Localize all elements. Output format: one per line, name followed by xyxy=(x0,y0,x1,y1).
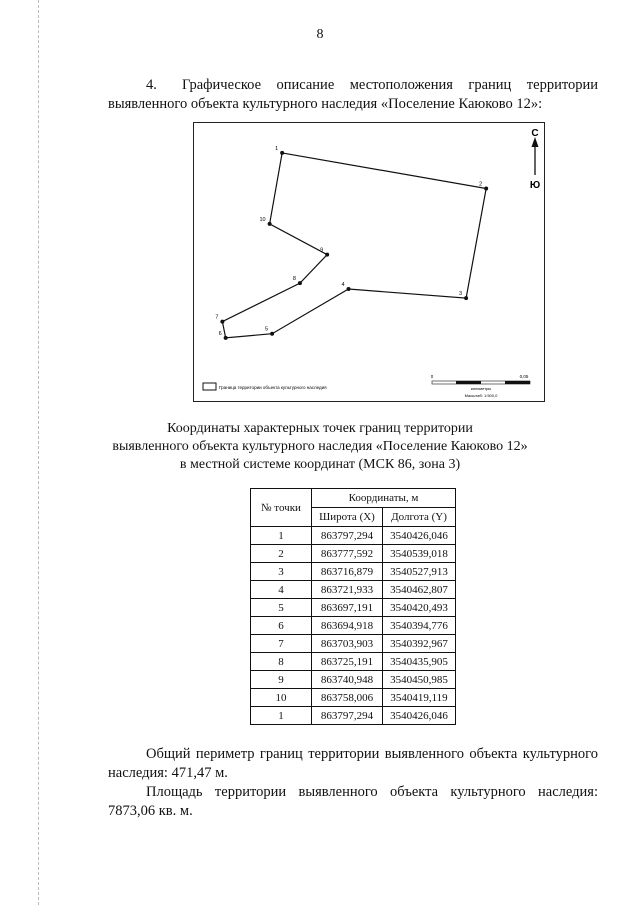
point-number-cell: 3 xyxy=(251,563,312,581)
latitude-cell: 863758,006 xyxy=(312,689,383,707)
latitude-cell: 863694,918 xyxy=(312,617,383,635)
boundary-point xyxy=(268,222,272,226)
boundary-point-label: 1 xyxy=(275,145,279,152)
latitude-cell: 863697,191 xyxy=(312,599,383,617)
boundary-point-label: 10 xyxy=(259,216,266,223)
boundary-point-label: 8 xyxy=(292,276,296,283)
header-point-number: № точки xyxy=(251,489,312,527)
legend-text: Граница территории объекта культурного наследия xyxy=(219,385,327,390)
scale-ratio: Масштаб: 1:500,0 xyxy=(464,393,498,398)
point-number-cell: 7 xyxy=(251,635,312,653)
boundary-point-label: 9 xyxy=(320,247,324,254)
table-row xyxy=(251,617,456,635)
boundary-outline xyxy=(222,153,486,338)
boundary-point xyxy=(298,281,302,285)
table-row xyxy=(251,635,456,653)
point-number-cell: 10 xyxy=(251,689,312,707)
longitude-cell: 3540539,018 xyxy=(383,545,456,563)
perimeter-text: Общий периметр границ территории выявленного объекта культурного наследия: 471,47 м. xyxy=(108,746,598,781)
boundary-point xyxy=(224,336,228,340)
coordinates-table xyxy=(250,488,456,725)
point-number-cell: 6 xyxy=(251,617,312,635)
table-row xyxy=(251,563,456,581)
header-longitude: Долгота (Y) xyxy=(383,508,456,527)
caption-line-3: в местной системе координат (МСК 86, зона 3) xyxy=(179,457,461,472)
point-number-cell: 8 xyxy=(251,653,312,671)
boundary-map xyxy=(193,122,545,402)
longitude-cell: 3540394,776 xyxy=(383,617,456,635)
longitude-cell: 3540435,905 xyxy=(383,653,456,671)
boundary-point-label: 4 xyxy=(341,282,345,289)
point-number-cell: 5 xyxy=(251,599,312,617)
boundary-point-label: 7 xyxy=(215,314,219,321)
boundary-map-canvas xyxy=(194,123,544,401)
point-number-cell: 4 xyxy=(251,581,312,599)
table-row xyxy=(251,581,456,599)
latitude-cell: 863725,191 xyxy=(312,653,383,671)
area-text: Площадь территории выявленного объекта культурного наследия: 7873,06 кв. м. xyxy=(108,784,598,819)
table-row xyxy=(251,653,456,671)
longitude-cell: 3540420,493 xyxy=(383,599,456,617)
table-row xyxy=(251,545,456,563)
longitude-cell: 3540426,046 xyxy=(383,527,456,545)
caption-line-2: выявленного объекта культурного наследия «Поселение Каюково 12» xyxy=(112,439,528,454)
latitude-cell: 863777,592 xyxy=(312,545,383,563)
boundary-point xyxy=(464,296,468,300)
boundary-point xyxy=(484,187,488,191)
section-heading-text: Графическое описание местоположения границ территории выявленного объекта культурного наследия «Поселение Каюково 12»: xyxy=(108,77,598,112)
boundary-point-label: 5 xyxy=(265,326,269,333)
scale-unit: километры xyxy=(470,386,492,391)
longitude-cell: 3540462,807 xyxy=(383,581,456,599)
latitude-cell: 863797,294 xyxy=(312,527,383,545)
latitude-cell: 863703,903 xyxy=(312,635,383,653)
table-row xyxy=(251,707,456,725)
caption-line-1: Координаты характерных точек границ территории xyxy=(167,421,473,436)
longitude-cell: 3540426,046 xyxy=(383,707,456,725)
perimeter-paragraph xyxy=(108,745,598,783)
south-label: Ю xyxy=(529,180,541,191)
latitude-cell: 863721,933 xyxy=(312,581,383,599)
boundary-point-label: 3 xyxy=(459,291,463,298)
legend-swatch xyxy=(203,383,216,390)
latitude-cell: 863797,294 xyxy=(312,707,383,725)
section-heading xyxy=(108,76,598,114)
point-number-cell: 9 xyxy=(251,671,312,689)
table-row xyxy=(251,689,456,707)
point-number-cell: 1 xyxy=(251,527,312,545)
page-number: 8 xyxy=(316,27,324,42)
longitude-cell: 3540392,967 xyxy=(383,635,456,653)
boundary-point xyxy=(347,287,351,291)
boundary-point xyxy=(220,320,224,324)
area-paragraph xyxy=(108,783,598,821)
header-latitude: Широта (X) xyxy=(312,508,383,527)
latitude-cell: 863716,879 xyxy=(312,563,383,581)
longitude-cell: 3540527,913 xyxy=(383,563,456,581)
boundary-point xyxy=(280,151,284,155)
longitude-cell: 3540419,119 xyxy=(383,689,456,707)
scale-end: 0,05 xyxy=(519,374,529,379)
table-row xyxy=(251,527,456,545)
scale-bar xyxy=(431,374,530,398)
latitude-cell: 863740,948 xyxy=(312,671,383,689)
section-number: 4. xyxy=(146,77,157,93)
longitude-cell: 3540450,985 xyxy=(383,671,456,689)
north-label: С xyxy=(531,128,539,139)
boundary-point-label: 2 xyxy=(479,181,483,188)
table-caption xyxy=(0,420,640,474)
point-number-cell: 2 xyxy=(251,545,312,563)
boundary-point-label: 6 xyxy=(218,330,222,337)
north-arrow-icon xyxy=(530,128,540,191)
header-coordinates: Координаты, м xyxy=(312,489,456,508)
scale-start: 0 xyxy=(430,374,434,379)
boundary-point xyxy=(325,253,329,257)
table-row xyxy=(251,671,456,689)
point-number-cell: 1 xyxy=(251,707,312,725)
table-row xyxy=(251,599,456,617)
boundary-point xyxy=(270,332,274,336)
